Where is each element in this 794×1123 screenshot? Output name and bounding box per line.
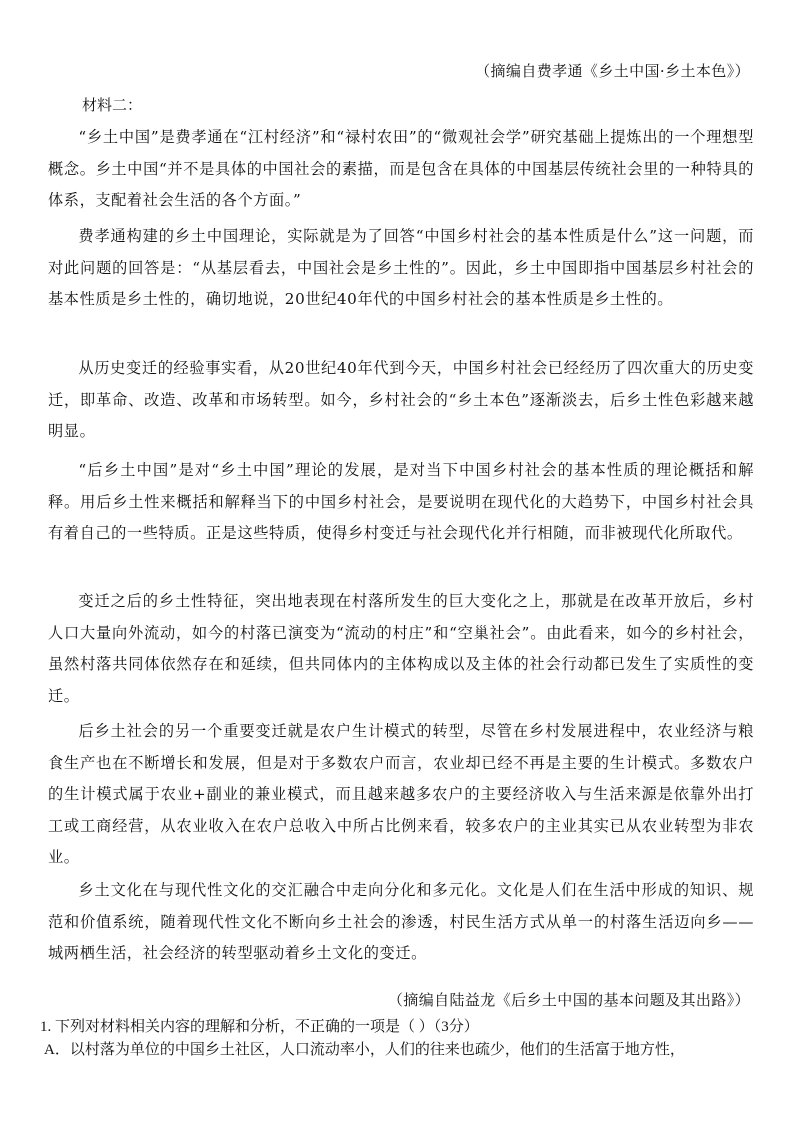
paragraph: 变迁之后的乡土性特征，突出地表现在村落所发生的巨大变化之上，那就是在改革开放后，乡村人口大量向外流动，如今的村落已演变为“流动的村庄”和“空巢社会”。由此看来，如今的乡村社会，虽然村落共同体依然存在和延续，但共同体内的主体构成以及主体的社会行动都已发生了实质性的变迁。 <box>48 592 754 705</box>
source-citation-top: （摘编自费孝通《乡土中国·乡土本色》） <box>475 62 750 80</box>
question-stem: 1. 下列对材料相关内容的理解和分析，不正确的一项是（ ）（3分） <box>40 1019 479 1035</box>
paragraph: 后乡土社会的另一个重要变迁就是农户生计模式的转型，尽管在乡村发展进程中，农业经济与粮食生产也在不断增长和发展，但是对于多数农户而言，农业却已经不再是主要的生计模式。多数农户的生计模式属于农业+副业的兼业模式，而且越来越多农户的主要经济收入与生活来源是依靠外出打工或工商经营，从农业收入在农户总收入中所占比例来看，较多农户的主业其实已从农业转型为非农业。 <box>48 722 755 866</box>
option-a: A．以村落为单位的中国乡土社区，人口流动率小，人们的往来也疏少，他们的生活富于地方性， <box>44 1042 685 1058</box>
paragraph: “后乡土中国”是对“乡土中国”理论的发展，是对当下中国乡村社会的基本性质的理论概括和解释。用后乡土性来概括和解释当下的中国乡村社会，是要说明在现代化的大趋势下，中国乡村社会具有着自己的一些特质。正是这些特质，使得乡村变迁与社会现代化并行相随，而非被现代化所取代。 <box>48 461 754 542</box>
source-citation-bottom: （摘编自陆益龙《后乡土中国的基本问题及其出路》） <box>387 991 750 1009</box>
paragraph: 费孝通构建的乡土中国理论，实际就是为了回答“中国乡村社会的基本性质是什么”这一问题，而对此问题的回答是：“从基层看去，中国社会是乡土性的”。因此，乡土中国即指中国基层乡村社会的基本性质是乡土性的，确切地说，20世纪40年代的中国乡村社会的基本性质是乡土性的。 <box>48 227 754 308</box>
material-heading: 材料二： <box>82 96 143 114</box>
paragraph: 从历史变迁的经验事实看，从20世纪40年代到今天，中国乡村社会已经经历了四次重大的历史变迁，即革命、改造、改革和市场转型。如今，乡村社会的“乡土本色”逐渐淡去，后乡土性色彩越来越明显。 <box>48 359 754 440</box>
paragraph: 乡土文化在与现代性文化的交汇融合中走向分化和多元化。文化是人们在生活中形成的知识、规范和价值系统，随着现代性文化不断向乡土社会的渗透，村民生活方式从单一的村落生活迈向乡——城两栖生活，社会经济的转型驱动着乡土文化的变迁。 <box>48 881 754 962</box>
paragraph: “乡土中国”是费孝通在“江村经济”和“禄村农田”的“微观社会学”研究基础上提炼出的一个理想型概念。乡土中国“并不是具体的中国社会的素描，而是包含在具体的中国基层传统社会里的一种特具的体系，支配着社会生活的各个方面。” <box>48 128 754 209</box>
